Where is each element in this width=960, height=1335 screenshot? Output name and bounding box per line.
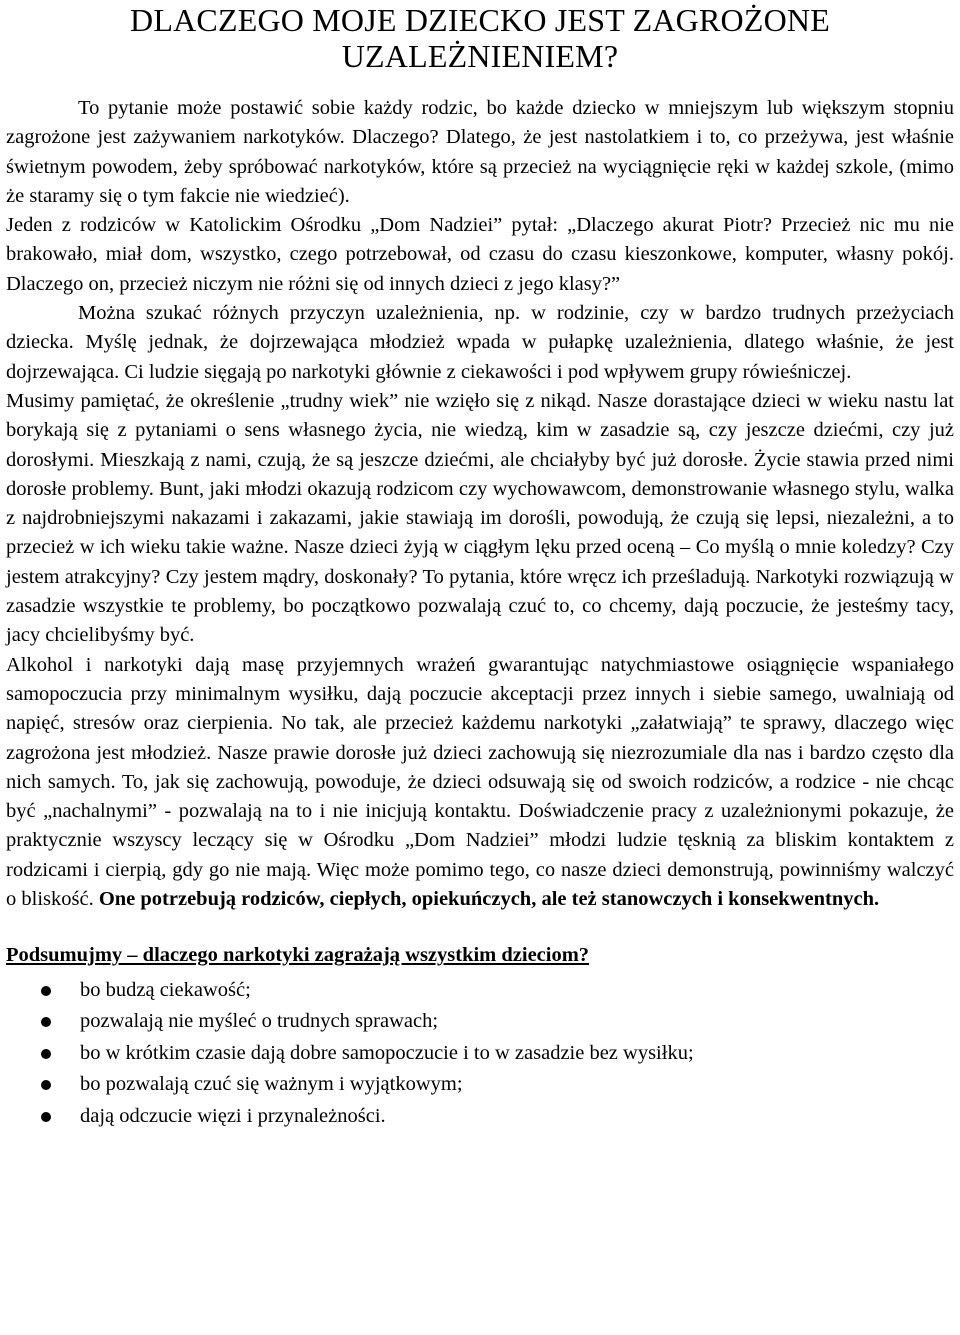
list-item [6, 975, 954, 1007]
list-item-text: bo budzą ciekawość; [80, 978, 251, 1001]
list-item-text: dają odczucie więzi i przynależności. [80, 1104, 386, 1127]
list-item [6, 1101, 954, 1133]
bullet-icon [41, 986, 51, 996]
bullet-icon [41, 1049, 51, 1059]
document-title: DLACZEGO MOJE DZIECKO JEST ZAGROŻONE UZALEŻNIENIEM? [130, 2, 830, 74]
list-item-text: bo w krótkim czasie dają dobre samopoczucie i to w zasadzie bez wysiłku; [80, 1041, 694, 1064]
paragraph-intro: To pytanie może postawić sobie każdy rodzic, bo każde dziecko w mniejszym lub większym stopniu zagrożone jest zażywaniem narkotyków. Dlaczego? Dlatego, że jest nastolatkiem i to, co przeżywa, jest właśnie świetnym powodem, żeby spróbować narkotyków, które są przecież na wyciągnięcie ręki w każdej szkole, (mimo że staramy się o tym fakcie nie wiedzieć). [6, 97, 954, 207]
paragraph-alcohol-drugs-text: Alkohol i narkotyki dają masę przyjemnych wrażeń gwarantując natychmiastowe osiągnięcie wspaniałego samopoczucia przy minimalnym wysiłku, dają poczucie akceptacji przez innych i siebie samego, uwalniają od napięć, stresów oraz cierpienia. No tak, ale przecież każdemu narkotyki „załatwiają” te sprawy, dlaczego więc zagrożona jest młodzież. Nasze prawie dorosłe już dzieci zachowują się niezrozumiale dla nas i bardzo często dla nich samych. To, jak się zachowują, powoduje, że dzieci odsuwają się od swoich rodziców, a rodzice - nie chcąc być „nachalnymi” - pozwalają na to i nie inicjują kontaktu. Doświadczenie pracy z uzależnionymi pokazuje, że praktycznie wszyscy leczący się w Ośrodku „Dom Nadziei” młodzi ludzie tęsknią za bliskim kontaktem z rodzicami i cierpią, gdy go nie mają. Więc może pomimo tego, co nasze dzieci demonstrują, powinniśmy walczyć o bliskość. [6, 653, 954, 911]
list-item-text: pozwalają nie myśleć o trudnych sprawach; [80, 1010, 439, 1033]
document-body [6, 94, 954, 914]
summary-list [6, 975, 954, 1133]
paragraph-alcohol-drugs [6, 651, 954, 915]
paragraph-difficult-age: Musimy pamiętać, że określenie „trudny wiek” nie wzięło się z nikąd. Nasze dorastające dzieci w wieku nastu lat borykają się z pytaniami o sens własnego życia, nie wiedzą, kim w zasadzie są, czy jeszcze dziećmi, czy już dorosłymi. Mieszkają z nami, czują, że są jeszcze dziećmi, ale chciałyby być już dorosłe. Życie stawia przed nimi dorosłe problemy. Bunt, jaki młodzi okazują rodzicom czy wychowawcom, demonstrowanie własnego stylu, walka z najdrobniejszymi nakazami i zakazami, jakie stawiają im dorośli, powodują, że czują się lepsi, niezależni, a to przecież w ich wieku takie ważne. Nasze dzieci żyją w ciągłym lęku przed oceną – Co myślą o mnie koledzy? Czy jestem atrakcyjny? Czy jestem mądry, doskonały? To pytania, które wręcz ich prześladują. Narkotyki rozwiązują w zasadzie wszystkie te problemy, bo początkowo pozwalają czuć to, co chcemy, dają poczucie, że jesteśmy tacy, jacy chcielibyśmy być. [6, 389, 954, 647]
paragraph-alcohol-drugs-emphasis: One potrzebują rodziców, ciepłych, opiekuńczych, ale też stanowczych i konsekwentnych. [98, 888, 880, 911]
summary-heading: Podsumujmy – dlaczego narkotyki zagrażają wszystkim dzieciom? [6, 944, 590, 967]
list-item [6, 1038, 954, 1070]
list-item-text: bo pozwalają czuć się ważnym i wyjątkowym; [80, 1073, 463, 1096]
list-item [6, 1006, 954, 1038]
paragraph-causes: Można szukać różnych przyczyn uzależnienia, np. w rodzinie, czy w bardzo trudnych przeżyciach dziecka. Myślę jednak, że dojrzewająca młodzież wpada w pułapkę uzależnienia, dlatego właśnie, że jest dojrzewająca. Ci ludzie sięgają po narkotyki głównie z ciekawości i pod wpływem grupy rówieśniczej. [6, 302, 954, 383]
paragraph-parent-question: Jeden z rodziców w Katolickim Ośrodku „Dom Nadziei” pytał: „Dlaczego akurat Piotr? Przecież nic mu nie brakowało, miał dom, wszystko, czego potrzebował, od czasu do czasu kieszonkowe, komputer, własny pokój. Dlaczego on, przecież niczym nie różni się od innych dzieci z jego klasy?” [6, 214, 954, 295]
list-item [6, 1069, 954, 1101]
bullet-icon [41, 1017, 51, 1027]
bullet-icon [41, 1080, 51, 1090]
bullet-icon [41, 1112, 51, 1122]
